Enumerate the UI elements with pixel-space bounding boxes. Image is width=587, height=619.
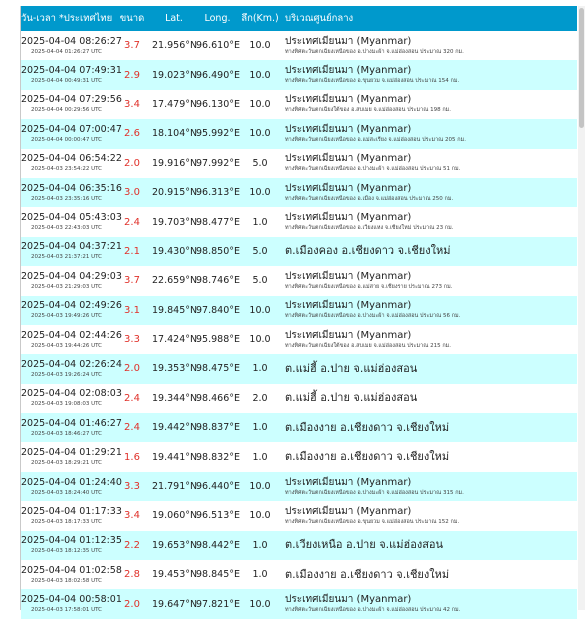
depth-cell: 10.0 — [249, 304, 271, 316]
local-time: 2025-04-04 04:29:03 — [21, 270, 122, 282]
local-time: 2025-04-04 01:02:58 — [21, 564, 122, 576]
region-cell — [281, 90, 577, 119]
region-name[interactable]: ประเทศเมียนมา (Myanmar) — [285, 505, 412, 517]
region-cell — [281, 531, 577, 560]
datetime-cell — [21, 384, 122, 413]
region-name[interactable]: ประเทศเมียนมา (Myanmar) — [285, 270, 412, 282]
magnitude-cell: 2.4 — [124, 422, 140, 434]
magnitude-cell: 2.2 — [124, 539, 140, 551]
table-row[interactable] — [21, 149, 577, 178]
latitude-cell: 19.845°N — [152, 304, 198, 316]
region-detail: ทางทิศตะวันตกเฉียงเหนือของ อ.ขุนยวม จ.แม่ฮ่องสอน ประมาณ 154 กม. — [285, 78, 460, 85]
region-detail: ทางทิศตะวันตกเฉียงเหนือของ อ.แม่สะเรียง จ.แม่ฮ่องสอน ประมาณ 205 กม. — [285, 136, 466, 143]
latitude-cell: 21.791°N — [152, 481, 198, 493]
depth-cell: 5.0 — [252, 157, 268, 169]
region-name[interactable]: ต.เวียงเหนือ อ.ปาย จ.แม่ฮ่องสอน — [285, 538, 444, 552]
datetime-cell — [21, 296, 122, 325]
magnitude-cell: 3.4 — [124, 510, 140, 522]
scrollbar-thumb[interactable] — [579, 8, 584, 128]
header-depth[interactable]: ลึก(Km.) — [239, 6, 281, 31]
datetime-cell — [21, 90, 122, 119]
local-time: 2025-04-04 01:29:21 — [21, 447, 122, 459]
table-row[interactable] — [21, 472, 577, 501]
local-time: 2025-04-04 07:00:47 — [21, 123, 122, 135]
local-time: 2025-04-04 02:26:24 — [21, 358, 122, 370]
magnitude-cell: 2.4 — [124, 392, 140, 404]
region-detail: ทางทิศตะวันตกเฉียงเหนือของ อ.เวียงแหง จ.เชียงใหม่ ประมาณ 23 กม. — [285, 225, 454, 232]
magnitude-cell: 2.0 — [124, 363, 140, 375]
magnitude-cell: 3.7 — [124, 40, 140, 52]
datetime-cell — [21, 60, 122, 89]
depth-cell: 1.0 — [252, 422, 268, 434]
magnitude-cell: 3.0 — [124, 187, 140, 199]
latitude-cell: 19.023°N — [152, 69, 198, 81]
region-cell — [281, 560, 577, 589]
latitude-cell: 19.703°N — [152, 216, 198, 228]
magnitude-cell: 1.6 — [124, 451, 140, 463]
utc-time: 2025-04-03 18:02:58 UTC — [30, 577, 103, 584]
longitude-cell: 96.513°E — [196, 510, 240, 522]
longitude-cell: 98.746°E — [196, 275, 240, 287]
latitude-cell: 17.424°N — [152, 334, 198, 346]
table-row[interactable] — [21, 531, 577, 560]
local-time: 2025-04-04 00:58:01 — [21, 594, 122, 606]
table-row[interactable] — [21, 90, 577, 119]
utc-time: 2025-04-03 23:54:22 UTC — [30, 166, 103, 173]
region-detail: ทางทิศตะวันตกเฉียงเหนือของ อ.ปางมะผ้า จ.แม่ฮ่องสอน ประมาณ 315 กม. — [285, 489, 464, 496]
longitude-cell: 98.466°E — [196, 392, 240, 404]
region-name[interactable]: ประเทศเมียนมา (Myanmar) — [285, 123, 412, 135]
local-time: 2025-04-04 01:12:35 — [21, 535, 122, 547]
header-magnitude[interactable]: ขนาด — [112, 6, 152, 31]
local-time: 2025-04-04 06:35:16 — [21, 182, 122, 194]
depth-cell: 10.0 — [249, 187, 271, 199]
utc-time: 2025-04-04 00:49:31 UTC — [30, 78, 103, 85]
utc-time: 2025-04-03 22:43:03 UTC — [30, 225, 103, 232]
table-row[interactable] — [21, 413, 577, 442]
depth-cell: 1.0 — [252, 363, 268, 375]
region-cell — [281, 237, 577, 266]
datetime-cell — [21, 501, 122, 530]
latitude-cell: 22.659°N — [152, 275, 198, 287]
region-detail: ทางทิศตะวันตกเฉียงเหนือของ อ.ปางมะผ้า จ.แม่ฮ่องสอน ประมาณ 42 กม. — [285, 607, 461, 614]
region-detail: ทางทิศตะวันตกเฉียงใต้ของ อ.สบเมย จ.แม่ฮ่องสอน ประมาณ 198 กม. — [285, 107, 452, 114]
local-time: 2025-04-04 07:49:31 — [21, 65, 122, 77]
longitude-cell: 98.477°E — [196, 216, 240, 228]
region-cell — [281, 472, 577, 501]
depth-cell: 1.0 — [252, 216, 268, 228]
magnitude-cell: 3.1 — [124, 304, 140, 316]
table-row[interactable] — [21, 266, 577, 295]
datetime-cell — [21, 325, 122, 354]
table-row[interactable] — [21, 237, 577, 266]
utc-time: 2025-04-03 19:26:24 UTC — [30, 371, 103, 378]
region-name[interactable]: ประเทศเมียนมา (Myanmar) — [285, 329, 412, 341]
depth-cell: 10.0 — [249, 334, 271, 346]
region-detail: ทางทิศตะวันตกเฉียงเหนือของ อ.ปางมะผ้า จ.แม่ฮ่องสอน ประมาณ 56 กม. — [285, 313, 461, 320]
local-time: 2025-04-04 01:17:33 — [21, 505, 122, 517]
latitude-cell: 19.653°N — [152, 539, 198, 551]
region-cell — [281, 354, 577, 383]
region-cell — [281, 296, 577, 325]
region-name[interactable]: ต.แม่ฮี้ อ.ปาย จ.แม่ฮ่องสอน — [285, 361, 418, 375]
table-header-row — [21, 6, 577, 31]
table-row[interactable] — [21, 560, 577, 589]
utc-time: 2025-04-03 23:35:16 UTC — [30, 195, 103, 202]
table-row[interactable] — [21, 31, 577, 60]
region-detail: ทางทิศตะวันตกเฉียงเหนือของ อ.ขุนยวม จ.แม่ฮ่องสอน ประมาณ 152 กม. — [285, 518, 460, 525]
table-row[interactable] — [21, 589, 577, 618]
table-row[interactable] — [21, 178, 577, 207]
local-time: 2025-04-04 06:54:22 — [21, 153, 122, 165]
datetime-cell — [21, 207, 122, 236]
datetime-cell — [21, 354, 122, 383]
table-row[interactable] — [21, 501, 577, 530]
depth-cell: 2.0 — [252, 392, 268, 404]
local-time: 2025-04-04 02:49:26 — [21, 300, 122, 312]
longitude-cell: 97.821°E — [196, 598, 240, 610]
utc-time: 2025-04-03 18:24:40 UTC — [30, 489, 103, 496]
vertical-scrollbar[interactable] — [578, 6, 585, 610]
earthquake-table-container — [20, 6, 577, 614]
latitude-cell: 19.442°N — [152, 422, 198, 434]
local-time: 2025-04-04 07:29:56 — [21, 94, 122, 106]
region-cell — [281, 413, 577, 442]
region-name[interactable]: ต.แม่ฮี้ อ.ปาย จ.แม่ฮ่องสอน — [285, 391, 418, 405]
region-name[interactable]: ประเทศเมียนมา (Myanmar) — [285, 35, 412, 47]
table-row[interactable] — [21, 384, 577, 413]
longitude-cell: 96.440°E — [196, 481, 240, 493]
region-detail: ทางทิศตะวันตกเฉียงเหนือของ อ.แม่สาย จ.เชียงราย ประมาณ 273 กม. — [285, 283, 453, 290]
latitude-cell: 17.479°N — [152, 98, 198, 110]
datetime-cell — [21, 178, 122, 207]
depth-cell: 10.0 — [249, 510, 271, 522]
longitude-cell: 96.313°E — [196, 187, 240, 199]
utc-time: 2025-04-03 21:37:21 UTC — [30, 254, 103, 261]
longitude-cell: 98.442°E — [196, 539, 240, 551]
longitude-cell: 98.837°E — [196, 422, 240, 434]
magnitude-cell: 3.3 — [124, 481, 140, 493]
magnitude-cell: 2.8 — [124, 569, 140, 581]
utc-time: 2025-04-03 18:29:21 UTC — [30, 460, 103, 467]
region-name[interactable]: ประเทศเมียนมา (Myanmar) — [285, 182, 412, 194]
utc-time: 2025-04-03 19:49:26 UTC — [30, 313, 103, 320]
header-region[interactable]: บริเวณศูนย์กลาง — [281, 6, 577, 31]
region-cell — [281, 178, 577, 207]
table-body — [21, 31, 577, 619]
region-name[interactable]: ประเทศเมียนมา (Myanmar) — [285, 300, 412, 312]
table-row[interactable] — [21, 296, 577, 325]
datetime-cell — [21, 149, 122, 178]
depth-cell: 5.0 — [252, 275, 268, 287]
depth-cell: 10.0 — [249, 128, 271, 140]
datetime-cell — [21, 531, 122, 560]
region-name[interactable]: ประเทศเมียนมา (Myanmar) — [285, 65, 412, 77]
datetime-cell — [21, 119, 122, 148]
region-cell — [281, 384, 577, 413]
utc-time: 2025-04-03 18:12:35 UTC — [30, 548, 103, 555]
region-detail: ทางทิศตะวันตกเฉียงเหนือของ อ.เมือง จ.แม่ฮ่องสอน ประมาณ 250 กม. — [285, 195, 454, 202]
table-row[interactable] — [21, 442, 577, 471]
local-time: 2025-04-04 02:08:03 — [21, 388, 122, 400]
datetime-cell — [21, 413, 122, 442]
latitude-cell: 19.344°N — [152, 392, 198, 404]
depth-cell: 10.0 — [249, 69, 271, 81]
region-cell — [281, 501, 577, 530]
longitude-cell: 97.840°E — [196, 304, 240, 316]
depth-cell: 1.0 — [252, 539, 268, 551]
region-cell — [281, 60, 577, 89]
region-name[interactable]: ประเทศเมียนมา (Myanmar) — [285, 212, 412, 224]
longitude-cell: 96.610°E — [196, 40, 240, 52]
region-cell — [281, 266, 577, 295]
magnitude-cell: 2.4 — [124, 216, 140, 228]
longitude-cell: 98.475°E — [196, 363, 240, 375]
utc-time: 2025-04-03 18:17:33 UTC — [30, 518, 103, 525]
longitude-cell: 98.850°E — [196, 245, 240, 257]
depth-cell: 10.0 — [249, 98, 271, 110]
utc-time: 2025-04-03 17:58:01 UTC — [30, 607, 103, 614]
datetime-cell — [21, 560, 122, 589]
utc-time: 2025-04-03 21:29:03 UTC — [30, 283, 103, 290]
region-name[interactable]: ต.เมืองงาย อ.เชียงดาว จ.เชียงใหม่ — [285, 420, 450, 434]
table-row[interactable] — [21, 325, 577, 354]
region-detail: ทางทิศตะวันตกเฉียงเหนือของ อ.ปางมะผ้า จ.แม่ฮ่องสอน ประมาณ 51 กม. — [285, 166, 461, 173]
latitude-cell: 19.916°N — [152, 157, 198, 169]
longitude-cell: 96.490°E — [196, 69, 240, 81]
header-longitude[interactable]: Long. — [196, 6, 239, 31]
depth-cell: 5.0 — [252, 245, 268, 257]
depth-cell: 1.0 — [252, 451, 268, 463]
region-cell — [281, 149, 577, 178]
longitude-cell: 98.832°E — [196, 451, 240, 463]
local-time: 2025-04-04 02:44:26 — [21, 329, 122, 341]
utc-time: 2025-04-04 00:00:47 UTC — [30, 136, 103, 143]
magnitude-cell: 2.1 — [124, 245, 140, 257]
datetime-cell — [21, 31, 122, 60]
region-detail: ทางทิศตะวันตกเฉียงเหนือของ อ.ปางมะผ้า จ.แม่ฮ่องสอน ประมาณ 320 กม. — [285, 48, 464, 55]
table-row[interactable] — [21, 119, 577, 148]
table-row[interactable] — [21, 354, 577, 383]
datetime-cell — [21, 472, 122, 501]
region-cell — [281, 442, 577, 471]
region-name[interactable]: ต.เมืองคอง อ.เชียงดาว จ.เชียงใหม่ — [285, 244, 451, 258]
local-time: 2025-04-04 04:37:21 — [21, 241, 122, 253]
table-row[interactable] — [21, 207, 577, 236]
datetime-cell — [21, 266, 122, 295]
local-time: 2025-04-04 01:46:27 — [21, 417, 122, 429]
utc-time: 2025-04-03 19:44:26 UTC — [30, 342, 103, 349]
region-name[interactable]: ต.เมืองงาย อ.เชียงดาว จ.เชียงใหม่ — [285, 567, 450, 581]
depth-cell: 1.0 — [252, 569, 268, 581]
region-name[interactable]: ต.เมืองงาย อ.เชียงดาว จ.เชียงใหม่ — [285, 450, 450, 464]
utc-time: 2025-04-03 19:08:03 UTC — [30, 401, 103, 408]
local-time: 2025-04-04 08:26:27 — [21, 35, 122, 47]
depth-cell: 10.0 — [249, 598, 271, 610]
region-name[interactable]: ประเทศเมียนมา (Myanmar) — [285, 153, 412, 165]
latitude-cell: 19.453°N — [152, 569, 198, 581]
utc-time: 2025-04-04 00:29:56 UTC — [30, 107, 103, 114]
longitude-cell: 95.988°E — [196, 334, 240, 346]
magnitude-cell: 2.6 — [124, 128, 140, 140]
longitude-cell: 95.992°E — [196, 128, 240, 140]
region-name[interactable]: ประเทศเมียนมา (Myanmar) — [285, 594, 412, 606]
region-cell — [281, 325, 577, 354]
local-time: 2025-04-04 05:43:03 — [21, 212, 122, 224]
header-datetime[interactable]: วัน-เวลา *ประเทศไทย — [21, 6, 112, 31]
region-cell — [281, 31, 577, 60]
region-cell — [281, 207, 577, 236]
utc-time: 2025-04-04 01:26:27 UTC — [30, 48, 103, 55]
latitude-cell: 19.647°N — [152, 598, 198, 610]
datetime-cell — [21, 237, 122, 266]
datetime-cell — [21, 442, 122, 471]
latitude-cell: 19.060°N — [152, 510, 198, 522]
depth-cell: 10.0 — [249, 481, 271, 493]
longitude-cell: 97.992°E — [196, 157, 240, 169]
region-cell — [281, 119, 577, 148]
table-row[interactable] — [21, 60, 577, 89]
magnitude-cell: 3.3 — [124, 334, 140, 346]
datetime-cell — [21, 589, 122, 618]
latitude-cell: 20.915°N — [152, 187, 198, 199]
region-detail: ทางทิศตะวันตกเฉียงใต้ของ อ.สบเมย จ.แม่ฮ่องสอน ประมาณ 215 กม. — [285, 342, 452, 349]
longitude-cell: 96.130°E — [196, 98, 240, 110]
magnitude-cell: 3.4 — [124, 98, 140, 110]
magnitude-cell: 2.0 — [124, 598, 140, 610]
magnitude-cell: 2.0 — [124, 157, 140, 169]
magnitude-cell: 3.7 — [124, 275, 140, 287]
local-time: 2025-04-04 01:24:40 — [21, 476, 122, 488]
latitude-cell: 19.441°N — [152, 451, 198, 463]
longitude-cell: 98.845°E — [196, 569, 240, 581]
utc-time: 2025-04-03 18:46:27 UTC — [30, 430, 103, 437]
latitude-cell: 19.353°N — [152, 363, 198, 375]
region-name[interactable]: ประเทศเมียนมา (Myanmar) — [285, 94, 412, 106]
depth-cell: 10.0 — [249, 40, 271, 52]
latitude-cell: 21.956°N — [152, 40, 198, 52]
magnitude-cell: 2.9 — [124, 69, 140, 81]
latitude-cell: 18.104°N — [152, 128, 198, 140]
latitude-cell: 19.430°N — [152, 245, 198, 257]
region-name[interactable]: ประเทศเมียนมา (Myanmar) — [285, 476, 412, 488]
region-cell — [281, 589, 577, 618]
earthquake-table — [21, 6, 577, 619]
header-latitude[interactable]: Lat. — [152, 6, 196, 31]
